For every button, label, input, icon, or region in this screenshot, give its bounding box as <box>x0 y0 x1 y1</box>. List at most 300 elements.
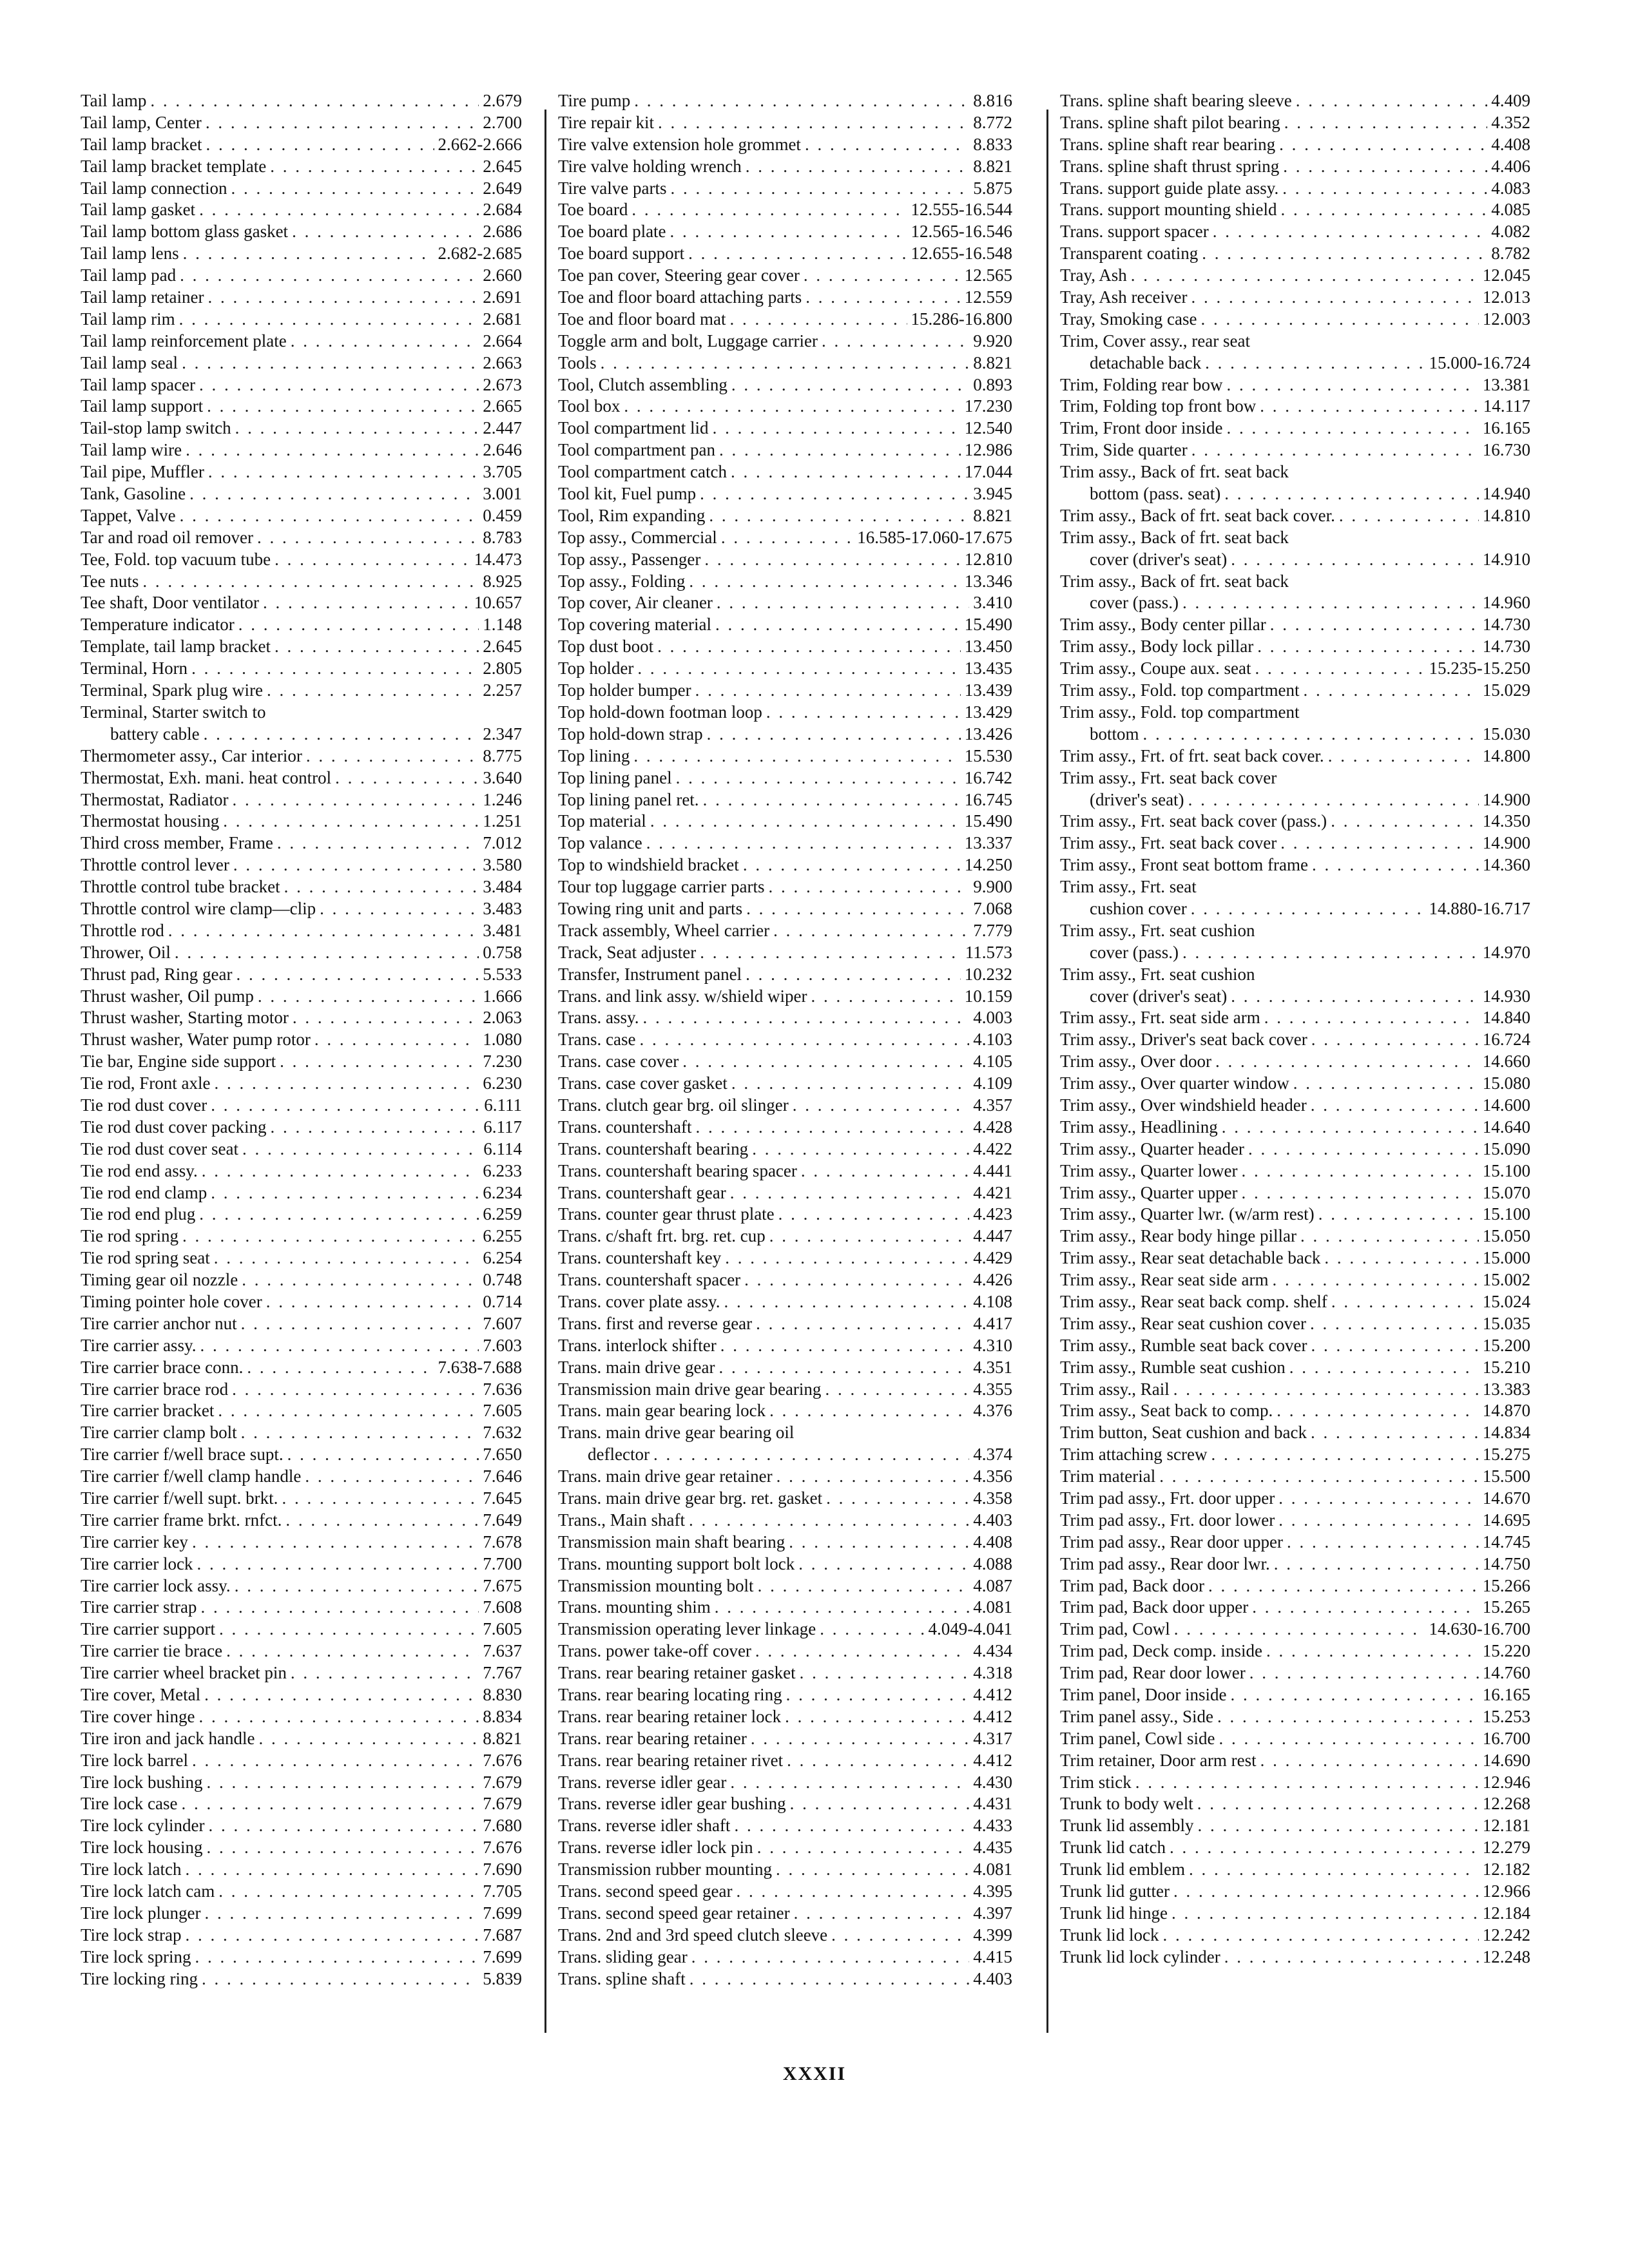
index-column-1 <box>81 90 522 1990</box>
index-entry <box>558 1728 1012 1750</box>
dot-leader <box>1310 1313 1479 1335</box>
dot-leader <box>280 1051 479 1073</box>
entry-page-ref: 2.663 <box>483 352 522 372</box>
entry-page-ref: 14.930 <box>1482 986 1530 1006</box>
index-entry <box>81 1597 522 1619</box>
dot-leader <box>790 1793 970 1815</box>
dot-leader <box>285 1510 479 1532</box>
entry-name: Trim assy., Over windshield header <box>1060 1095 1307 1115</box>
entry-name: Tail lamp retainer <box>81 287 204 307</box>
entry-page-ref: 14.360 <box>1482 855 1530 875</box>
entry-name: Trim retainer, Door arm rest <box>1060 1750 1257 1770</box>
index-entry <box>1060 221 1530 243</box>
entry-name: Trans. mounting support bolt lock <box>558 1553 795 1573</box>
dot-leader <box>746 898 969 920</box>
entry-name: Trans. clutch gear brg. oil slinger <box>558 1095 789 1115</box>
entry-name: Tire carrier frame brkt. rnfct. <box>81 1510 282 1530</box>
dot-leader <box>1277 1400 1479 1422</box>
entry-name: Tools <box>558 352 597 372</box>
entry-page-ref: 0.714 <box>483 1291 522 1311</box>
entry-page-ref: 12.655-16.548 <box>911 244 1012 264</box>
index-entry <box>558 1269 1012 1291</box>
entry-page-ref: 7.699 <box>483 1903 522 1923</box>
index-entry <box>81 1684 522 1706</box>
entry-page-ref: 12.003 <box>1482 309 1530 329</box>
entry-page-ref: 11.573 <box>965 942 1012 962</box>
entry-name: Toe and floor board attaching parts <box>558 287 802 307</box>
index-entry <box>558 1400 1012 1422</box>
dot-leader <box>1174 1619 1425 1640</box>
index-entry <box>558 1881 1012 1903</box>
dot-leader <box>1201 309 1479 331</box>
dot-leader <box>734 1815 969 1837</box>
entry-name: Transfer, Instrument panel <box>558 964 742 984</box>
dot-leader <box>1231 1684 1479 1706</box>
index-entry <box>1060 374 1530 396</box>
entry-name: Throttle control lever <box>81 855 229 875</box>
dot-leader <box>811 986 960 1008</box>
entry-name: cover (pass.) <box>1090 942 1179 962</box>
dot-leader <box>758 1575 970 1597</box>
dot-leader <box>1191 287 1478 309</box>
index-entry <box>1060 592 1530 614</box>
index-entry <box>558 1139 1012 1160</box>
index-entry <box>1060 1313 1530 1335</box>
entry-name: Trans. main drive gear <box>558 1357 715 1377</box>
entry-name: Trim assy., Frt. seat <box>1060 877 1197 897</box>
index-entry <box>1060 439 1530 461</box>
entry-name: Trans. reverse idler lock pin <box>558 1838 753 1858</box>
entry-page-ref: 4.441 <box>973 1160 1012 1180</box>
dot-leader <box>1227 418 1479 439</box>
dot-leader <box>1217 1706 1479 1728</box>
entry-name: Tail lamp spacer <box>81 374 196 394</box>
index-entry <box>558 112 1012 134</box>
entry-name: Tool kit, Fuel pump <box>558 484 697 504</box>
dot-leader <box>704 549 960 571</box>
entry-page-ref: 15.035 <box>1482 1313 1530 1333</box>
entry-page-ref: 4.109 <box>973 1073 1012 1093</box>
dot-leader <box>238 614 479 636</box>
dot-leader <box>1189 1859 1479 1881</box>
dot-leader <box>1270 614 1479 636</box>
index-entry <box>558 680 1012 702</box>
index-entry <box>558 1837 1012 1859</box>
entry-page-ref: 7.012 <box>483 833 522 853</box>
dot-leader <box>247 1357 434 1379</box>
index-entry <box>81 832 522 854</box>
index-entry <box>558 942 1012 964</box>
index-entry <box>81 221 522 243</box>
dot-leader <box>769 1225 970 1247</box>
index-entry <box>1060 1269 1530 1291</box>
dot-leader <box>277 832 479 854</box>
entry-name: Trim attaching screw <box>1060 1445 1208 1465</box>
index-entry <box>1060 920 1530 942</box>
entry-page-ref: 5.533 <box>483 964 522 984</box>
entry-page-ref: 13.429 <box>964 702 1012 722</box>
dot-leader <box>275 636 479 658</box>
entry-page-ref: 9.920 <box>973 331 1012 351</box>
entry-page-ref: 4.412 <box>973 1685 1012 1705</box>
index-entry <box>558 1357 1012 1379</box>
entry-name: Tire carrier anchor nut <box>81 1313 237 1333</box>
dot-leader <box>1272 1269 1478 1291</box>
index-entry <box>1060 1728 1530 1750</box>
dot-leader <box>270 1117 479 1139</box>
index-entry <box>1060 1662 1530 1684</box>
entry-page-ref: 8.783 <box>483 527 522 547</box>
entry-name: Toggle arm and bolt, Luggage carrier <box>558 331 818 351</box>
dot-leader <box>282 1488 479 1510</box>
entry-name: Trans. countershaft bearing <box>558 1139 749 1158</box>
entry-page-ref: 13.337 <box>964 833 1012 853</box>
entry-page-ref: 4.318 <box>973 1663 1012 1683</box>
index-entry <box>81 1903 522 1925</box>
entry-name: Tool, Rim expanding <box>558 505 706 525</box>
entry-page-ref: 2.660 <box>483 265 522 285</box>
entry-page-ref: 10.657 <box>474 593 522 613</box>
index-entry <box>558 1640 1012 1662</box>
index-entry <box>1060 1204 1530 1225</box>
entry-name: Trunk to body welt <box>1060 1794 1193 1814</box>
index-entry <box>558 614 1012 636</box>
dot-leader <box>643 1007 970 1029</box>
dot-leader <box>223 811 479 832</box>
index-entry <box>81 1488 522 1510</box>
entry-page-ref: 0.459 <box>483 505 522 525</box>
dot-leader <box>1255 658 1425 680</box>
entry-name: Template, tail lamp bracket <box>81 637 271 657</box>
entry-name: cover (pass.) <box>1090 593 1179 613</box>
dot-leader <box>1293 1073 1479 1095</box>
dot-leader <box>766 702 961 724</box>
entry-name: Trim assy., Back of frt. seat back <box>1060 462 1289 482</box>
dot-leader <box>208 287 479 309</box>
index-entry <box>81 1225 522 1247</box>
index-entry <box>1060 418 1530 439</box>
entry-name: Trim button, Seat cushion and back <box>1060 1423 1307 1443</box>
index-entry <box>1060 352 1530 374</box>
entry-page-ref: 7.676 <box>483 1750 522 1770</box>
entry-page-ref: 14.473 <box>474 549 522 569</box>
entry-name: Trans. 2nd and 3rd speed clutch sleeve <box>558 1925 828 1945</box>
entry-page-ref: 8.821 <box>483 1728 522 1748</box>
entry-page-ref: 12.184 <box>1482 1903 1530 1923</box>
entry-name: Trim assy., Quarter header <box>1060 1139 1244 1158</box>
dot-leader <box>731 461 961 483</box>
index-entry <box>1060 571 1530 593</box>
entry-name: Trim assy., Quarter lwr. (w/arm rest) <box>1060 1204 1315 1224</box>
entry-name: Tire carrier bracket <box>81 1401 215 1421</box>
index-entry <box>1060 1291 1530 1313</box>
index-entry <box>558 1750 1012 1772</box>
index-entry <box>558 1160 1012 1182</box>
index-entry <box>558 1815 1012 1837</box>
dot-leader <box>306 745 479 767</box>
entry-name: Third cross member, Frame <box>81 833 273 853</box>
entry-name: Tire carrier f/well brace supt. <box>81 1445 284 1465</box>
entry-name: Trans. reverse idler gear bushing <box>558 1794 786 1814</box>
index-entry <box>1060 1946 1530 1968</box>
entry-page-ref: 12.946 <box>1482 1772 1530 1792</box>
index-entry <box>81 483 522 505</box>
index-entry <box>81 636 522 658</box>
entry-name: Trim panel, Door inside <box>1060 1685 1227 1705</box>
dot-leader <box>751 1728 969 1750</box>
entry-name: Tail lamp reinforcement plate <box>81 331 287 351</box>
entry-name: Top assy., Folding <box>558 571 686 591</box>
index-entry <box>81 986 522 1008</box>
entry-name: Tee shaft, Door ventilator <box>81 593 260 613</box>
entry-name: Trim pad, Deck comp. inside <box>1060 1641 1262 1661</box>
index-entry <box>81 1247 522 1269</box>
entry-name: Tie rod spring seat <box>81 1248 210 1268</box>
entry-page-ref: 14.750 <box>1482 1553 1530 1573</box>
entry-name: Thrower, Oil <box>81 942 171 962</box>
entry-name: Thermostat housing <box>81 811 220 831</box>
entry-name: Tool, Clutch assembling <box>558 374 728 394</box>
entry-page-ref: 14.810 <box>1482 505 1530 525</box>
index-entry <box>1060 1400 1530 1422</box>
entry-page-ref: 4.003 <box>973 1008 1012 1028</box>
entry-page-ref: 4.417 <box>973 1313 1012 1333</box>
index-entry <box>1060 1881 1530 1903</box>
index-entry <box>558 1117 1012 1139</box>
index-entry <box>558 986 1012 1008</box>
entry-name: cover (driver's seat) <box>1090 986 1228 1006</box>
entry-page-ref: 4.317 <box>973 1728 1012 1748</box>
index-entry <box>1060 898 1530 920</box>
entry-page-ref: 15.030 <box>1482 724 1530 744</box>
entry-name: Tire iron and jack handle <box>81 1728 255 1748</box>
index-entry <box>558 854 1012 876</box>
index-entry <box>1060 658 1530 680</box>
entry-page-ref: 7.605 <box>483 1619 522 1639</box>
index-entry <box>558 636 1012 658</box>
index-entry <box>81 876 522 898</box>
dot-leader <box>202 1160 479 1182</box>
dot-leader <box>688 243 907 265</box>
entry-page-ref: 13.383 <box>1482 1379 1530 1399</box>
dot-leader <box>1231 549 1478 571</box>
entry-name: Tire repair kit <box>558 112 654 132</box>
entry-name: Tire locking ring <box>81 1968 198 1988</box>
index-entry <box>81 1946 522 1968</box>
entry-page-ref: 14.880-16.717 <box>1429 898 1530 918</box>
entry-name: Trim pad, Back door upper <box>1060 1597 1249 1617</box>
entry-name: Tire carrier f/well clamp handle <box>81 1466 302 1486</box>
entry-name: Trans. cover plate assy. <box>558 1291 720 1311</box>
entry-name: Trunk lid lock cylinder <box>1060 1946 1220 1966</box>
entry-page-ref: 5.839 <box>483 1968 522 1988</box>
dot-leader <box>752 1139 969 1160</box>
entry-name: Tool compartment catch <box>558 462 728 482</box>
entry-page-ref: 7.699 <box>483 1946 522 1966</box>
dot-leader <box>215 1073 479 1095</box>
entry-name: Timing pointer hole cover <box>81 1291 262 1311</box>
entry-page-ref: 15.070 <box>1482 1182 1530 1202</box>
index-entry <box>558 1335 1012 1357</box>
entry-name: Thrust washer, Starting motor <box>81 1008 289 1028</box>
index-entry <box>81 1815 522 1837</box>
dot-leader <box>270 156 479 178</box>
entry-name: Tire lock barrel <box>81 1750 188 1770</box>
index-entry <box>81 1881 522 1903</box>
entry-name: Transmission main shaft bearing <box>558 1532 786 1552</box>
dot-leader <box>776 1466 970 1488</box>
index-entry <box>558 1793 1012 1815</box>
dot-leader <box>730 1772 969 1794</box>
dot-leader <box>1213 221 1488 243</box>
index-entry <box>1060 134 1530 156</box>
dot-leader <box>805 287 961 309</box>
entry-page-ref: 16.742 <box>964 767 1012 787</box>
entry-page-ref: 2.691 <box>483 287 522 307</box>
dot-leader <box>653 1444 969 1466</box>
index-entry <box>1060 854 1530 876</box>
dot-leader <box>689 571 960 593</box>
entry-name: Trans. spline shaft rear bearing <box>1060 134 1276 154</box>
entry-name: Tail lamp bottom glass gasket <box>81 222 289 242</box>
index-entry <box>558 1444 1012 1466</box>
index-entry <box>81 374 522 396</box>
entry-page-ref: 4.429 <box>973 1248 1012 1268</box>
index-entry <box>1060 1532 1530 1553</box>
entry-name: Top material <box>558 811 646 831</box>
entry-page-ref: 7.632 <box>483 1423 522 1443</box>
entry-page-ref: 4.412 <box>973 1750 1012 1770</box>
index-entry <box>558 374 1012 396</box>
index-entry <box>81 156 522 178</box>
entry-page-ref: 12.565-16.546 <box>911 222 1012 242</box>
entry-name: Trans. support mounting shield <box>1060 200 1277 220</box>
index-entry <box>81 614 522 636</box>
entry-page-ref: 12.268 <box>1482 1794 1530 1814</box>
entry-page-ref: 7.068 <box>973 898 1012 918</box>
entry-name: Tire carrier key <box>81 1532 188 1552</box>
index-entry <box>81 1925 522 1946</box>
entry-page-ref: 7.645 <box>483 1488 522 1508</box>
entry-name: Tank, Gasoline <box>81 484 186 504</box>
entry-page-ref: 2.679 <box>483 91 522 110</box>
entry-name: Timing gear oil nozzle <box>81 1270 238 1290</box>
index-entry <box>558 1925 1012 1946</box>
entry-page-ref: 15.210 <box>1482 1357 1530 1377</box>
dot-leader <box>207 396 479 418</box>
entry-page-ref: 4.408 <box>973 1532 1012 1552</box>
dot-leader <box>1191 439 1479 461</box>
entry-page-ref: 6.111 <box>484 1095 522 1115</box>
entry-name: Trim, Cover assy., rear seat <box>1060 331 1250 351</box>
entry-name: bottom (pass. seat) <box>1090 484 1221 504</box>
entry-page-ref: 7.638-7.688 <box>438 1357 522 1377</box>
column-divider <box>1046 110 1048 2033</box>
entry-name: Trim pad assy., Frt. door lower <box>1060 1510 1275 1530</box>
entry-name: Trim pad assy., Rear door upper <box>1060 1532 1283 1552</box>
dot-leader <box>1284 112 1488 134</box>
index-entry <box>81 1422 522 1444</box>
entry-name: Trim assy., Rear seat detachable back <box>1060 1248 1321 1268</box>
index-entry <box>1060 1095 1530 1117</box>
dot-leader <box>1173 1379 1479 1401</box>
dot-leader <box>320 898 479 920</box>
entry-page-ref: 0.758 <box>483 942 522 962</box>
entry-page-ref: 0.893 <box>973 374 1012 394</box>
entry-name: Tie rod end plug <box>81 1204 196 1224</box>
dot-leader <box>1282 178 1487 200</box>
entry-page-ref: 14.760 <box>1482 1663 1530 1683</box>
entry-page-ref: 4.352 <box>1491 112 1530 132</box>
index-entry <box>81 898 522 920</box>
entry-page-ref: 9.900 <box>973 877 1012 897</box>
index-entry <box>1060 309 1530 331</box>
dot-leader <box>204 1684 479 1706</box>
entry-page-ref: 4.409 <box>1491 91 1530 110</box>
entry-name: Transmission rubber mounting <box>558 1860 773 1879</box>
entry-page-ref: 15.490 <box>964 811 1012 831</box>
dot-leader <box>768 876 969 898</box>
index-entry <box>81 549 522 571</box>
entry-name: Tire carrier support <box>81 1619 215 1639</box>
dot-leader <box>183 243 434 265</box>
entry-page-ref: 5.875 <box>973 178 1012 198</box>
entry-page-ref: 15.100 <box>1482 1160 1530 1180</box>
entry-name: Trim pad assy., Frt. door upper <box>1060 1488 1275 1508</box>
entry-page-ref: 4.049-4.041 <box>928 1619 1012 1639</box>
entry-page-ref: 14.730 <box>1482 615 1530 635</box>
entry-name: Trans. counter gear thrust plate <box>558 1204 775 1224</box>
index-entry <box>81 854 522 876</box>
index-entry <box>1060 832 1530 854</box>
entry-page-ref: 3.481 <box>483 920 522 940</box>
dot-leader <box>682 1051 969 1073</box>
entry-page-ref: 14.960 <box>1482 593 1530 613</box>
entry-page-ref: 12.559 <box>964 287 1012 307</box>
entry-name: Trans. rear bearing retainer lock <box>558 1706 782 1726</box>
dot-leader <box>624 396 960 418</box>
entry-page-ref: 12.045 <box>1482 265 1530 285</box>
index-entry <box>81 1095 522 1117</box>
index-entry <box>558 1051 1012 1073</box>
entry-page-ref: 0.748 <box>483 1270 522 1290</box>
entry-page-ref: 4.435 <box>973 1838 1012 1858</box>
entry-page-ref: 7.675 <box>483 1575 522 1595</box>
index-entry <box>81 352 522 374</box>
entry-name: Trim assy., Headlining <box>1060 1117 1218 1137</box>
entry-page-ref: 12.565 <box>964 265 1012 285</box>
dot-leader <box>211 1095 480 1117</box>
index-entry <box>558 1619 1012 1640</box>
index-entry <box>81 1139 522 1160</box>
index-entry <box>81 1400 522 1422</box>
entry-name: Tire carrier strap <box>81 1597 197 1617</box>
index-entry <box>81 178 522 200</box>
index-entry <box>558 745 1012 767</box>
index-entry <box>558 789 1012 811</box>
entry-page-ref: 14.630-16.700 <box>1429 1619 1530 1639</box>
index-entry <box>558 702 1012 724</box>
dot-leader <box>191 658 479 680</box>
dot-leader <box>717 592 969 614</box>
index-entry <box>558 549 1012 571</box>
entry-name: Towing ring unit and parts <box>558 898 743 918</box>
index-entry <box>81 1466 522 1488</box>
entry-page-ref: 2.347 <box>483 724 522 744</box>
dot-leader <box>1241 1160 1478 1182</box>
entry-name: Trunk lid emblem <box>1060 1860 1186 1879</box>
entry-name: Tire pump <box>558 91 631 110</box>
